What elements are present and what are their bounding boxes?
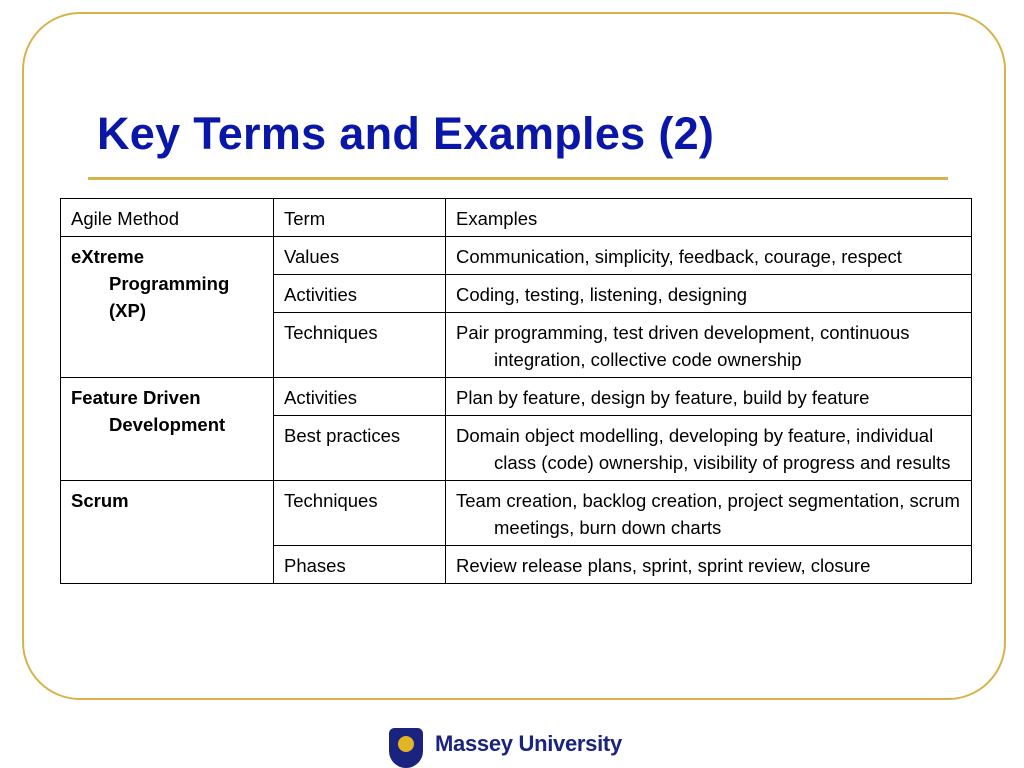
term-cell: Best practices — [274, 416, 446, 481]
examples-cell — [446, 237, 972, 275]
university-crest-icon — [389, 728, 423, 768]
slide-title: Key Terms and Examples (2) — [97, 108, 715, 159]
term-cell: Activities — [274, 275, 446, 313]
table-row — [61, 378, 972, 416]
table-row — [61, 481, 972, 546]
header-agile-method: Agile Method — [61, 199, 274, 237]
examples-text: Review release plans, sprint, sprint review, closure — [456, 555, 871, 576]
term-cell: Techniques — [274, 313, 446, 378]
term-cell: Techniques — [274, 481, 446, 546]
term-cell: Values — [274, 237, 446, 275]
method-label: eXtreme Programming (XP) — [71, 246, 230, 321]
method-label: Scrum — [71, 490, 129, 511]
examples-cell — [446, 546, 972, 584]
method-cell-scrum — [61, 481, 274, 584]
term-cell: Phases — [274, 546, 446, 584]
examples-cell — [446, 275, 972, 313]
examples-cell — [446, 313, 972, 378]
examples-cell — [446, 481, 972, 546]
method-cell-xp — [61, 237, 274, 378]
university-logo — [385, 722, 625, 768]
term-cell: Activities — [274, 378, 446, 416]
key-terms-table — [60, 198, 972, 584]
title-underline — [88, 177, 948, 180]
examples-text: Coding, testing, listening, designing — [456, 284, 748, 305]
examples-text: Plan by feature, design by feature, build by feature — [456, 387, 870, 408]
table-row — [61, 237, 972, 275]
examples-text: Team creation, backlog creation, project segmentation, scrum meetings, burn down charts — [456, 490, 960, 538]
examples-text: Pair programming, test driven development, continuous integration, collective code ownership — [456, 322, 910, 370]
header-examples: Examples — [446, 199, 972, 237]
table-header-row — [61, 199, 972, 237]
examples-cell — [446, 416, 972, 481]
examples-text: Communication, simplicity, feedback, courage, respect — [456, 246, 902, 267]
logo-text: Massey University — [435, 731, 622, 756]
method-cell-fdd — [61, 378, 274, 481]
examples-text: Domain object modelling, developing by feature, individual class (code) ownership, visibility of progress and results — [456, 425, 951, 473]
examples-cell — [446, 378, 972, 416]
method-label: Feature Driven Development — [71, 387, 226, 435]
header-term: Term — [274, 199, 446, 237]
